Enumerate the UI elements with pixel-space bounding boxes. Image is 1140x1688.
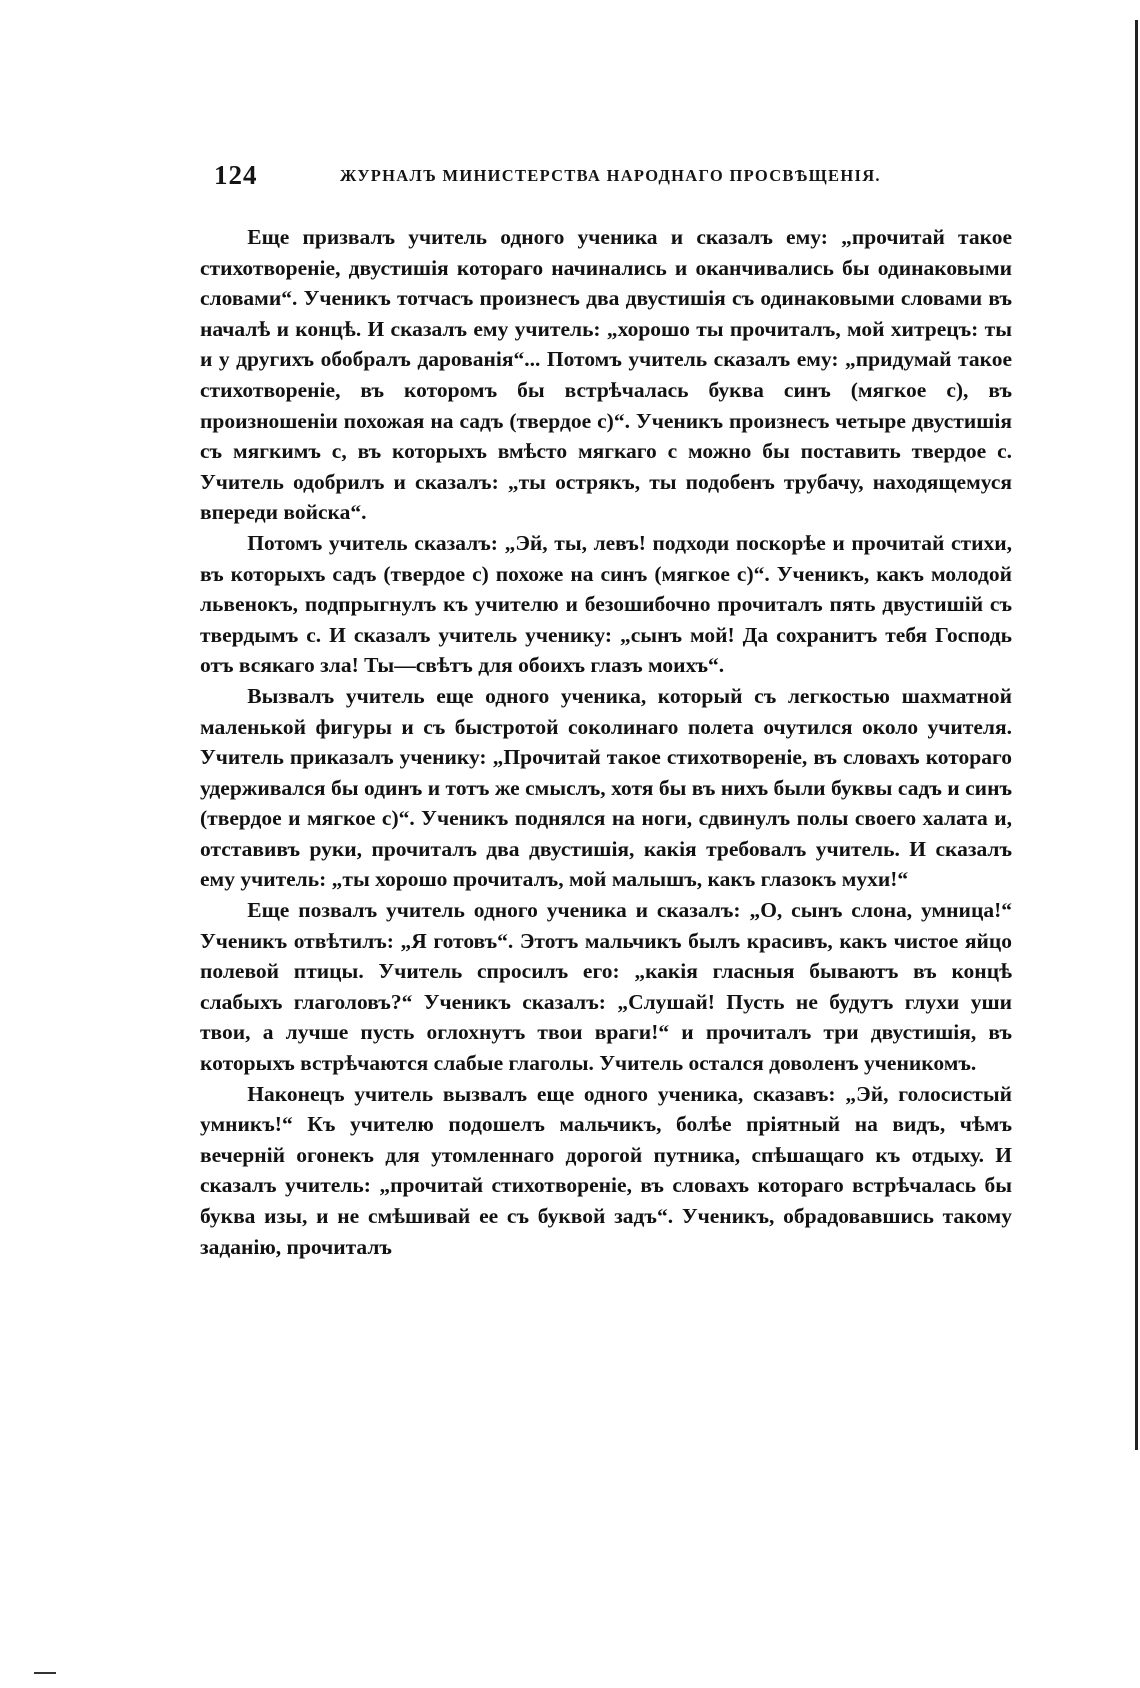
paragraph: Еще призвалъ учитель одного ученика и сказалъ ему: „прочитай такое стихотвореніе, двустишія котораго начинались и оканчивались бы одинаковыми словами“. Ученикъ тотчасъ произнесъ два двустишія съ одинаковыми словами въ началѣ и концѣ. И сказалъ ему учитель: „хорошо ты прочиталъ, мой хитрецъ: ты и у другихъ обобралъ дарованія“... Потомъ учитель сказалъ ему: „придумай такое стихотвореніе, въ которомъ бы встрѣчалась буква синъ (мягкое с), въ произношеніи похожая на садъ (твердое с)“. Ученикъ произнесъ четыре двустишія съ мягкимъ с, въ которыхъ вмѣсто мягкаго с можно бы поставить твердое с. Учитель одобрилъ и сказалъ: „ты острякъ, ты подобенъ трубачу, находящемуся впереди войска“. (200, 225, 1012, 525)
body-text (200, 222, 1012, 1262)
paragraph: Потомъ учитель сказалъ: „Эй, ты, левъ! подходи поскорѣе и прочитай стихи, въ которыхъ садъ (твердое с) похоже на синъ (мягкое с)“. Ученикъ, какъ молодой львенокъ, подпрыгнулъ къ учителю и безошибочно прочиталъ пять двустишій съ твердымъ с. И сказалъ учитель ученику: „сынъ мой! Да сохранитъ тебя Господь отъ всякаго зла! Ты—свѣтъ для обоихъ глазъ моихъ“. (200, 530, 1012, 678)
page-number: 124 (214, 160, 258, 190)
page-header (214, 160, 1014, 200)
paragraph: Еще позвалъ учитель одного ученика и сказалъ: „О, сынъ слона, умница!“ Ученикъ отвѣтилъ: „Я готовъ“. Этотъ мальчикъ былъ красивъ, какъ чистое яйцо полевой птицы. Учитель спросилъ его: „какія гласныя бываютъ въ концѣ слабыхъ глаголовъ?“ Ученикъ сказалъ: „Слушай! Пусть не будутъ глухи уши твои, а лучше пусть оглохнутъ твои враги!“ и прочиталъ три двустишія, въ которыхъ встрѣчаются слабые глаголы. Учитель остался доволенъ ученикомъ. (200, 898, 1012, 1076)
running-head: ЖУРНАЛЪ МИНИСТЕРСТВА НАРОДНАГО ПРОСВѢЩЕНІЯ. (340, 166, 881, 185)
paragraph: Наконецъ учитель вызвалъ еще одного ученика, сказавъ: „Эй, голосистый умникъ!“ Къ учителю подошелъ мальчикъ, болѣе пріятный на видъ, чѣмъ вечерній огонекъ для утомленнаго дорогой путника, спѣшащаго къ отдыху. И сказалъ учитель: „прочитай стихотвореніе, въ словахъ котораго встрѣчалась бы буква изы, и не смѣшивай ее съ буквой задъ“. Ученикъ, обрадовавшись такому заданію, прочиталъ (200, 1081, 1012, 1259)
page-edge-line (1135, 20, 1138, 1450)
scan-corner-mark (34, 1672, 56, 1674)
paragraph: Вызвалъ учитель еще одного ученика, который съ легкостью шахматной маленькой фигуры и съ быстротой соколинаго полета очутился около учителя. Учитель приказалъ ученику: „Прочитай такое стихотвореніе, въ словахъ котораго удерживался бы одинъ и тотъ же смыслъ, хотя бы въ нихъ были буквы садъ и синъ (твердое и мягкое с)“. Ученикъ поднялся на ноги, сдвинулъ полы своего халата и, отставивъ руки, прочиталъ два двустишія, какія требовалъ учитель. И сказалъ ему учитель: „ты хорошо прочиталъ, мой малышъ, какъ глазокъ мухи!“ (200, 683, 1012, 892)
